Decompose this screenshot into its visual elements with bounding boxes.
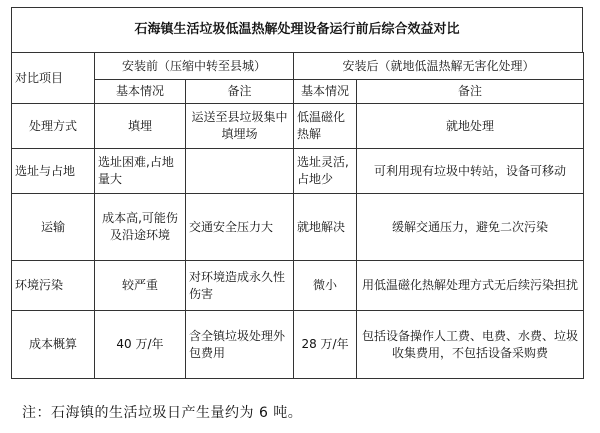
header-row	[12, 53, 584, 80]
before-remark-cell: 运送至县垃圾集中填埋场	[186, 104, 294, 149]
before-remark-cell: 含全镇垃圾处理外包费用	[186, 311, 294, 379]
after-remark-cell: 缓解交通压力，避免二次污染	[357, 194, 584, 261]
row-item: 选址与占地	[12, 149, 95, 194]
before-remark-header: 备注	[186, 80, 294, 104]
table-row	[12, 194, 584, 261]
table-row	[12, 261, 584, 311]
before-basic-cell: 40 万/年	[95, 311, 186, 379]
after-basic-cell: 低温磁化热解	[294, 104, 357, 149]
before-basic-cell: 成本高,可能伤及沿途环境	[95, 194, 186, 261]
before-header: 安装前（压缩中转至县城）	[95, 53, 294, 80]
table-row	[12, 149, 584, 194]
after-basic-cell: 选址灵活,占地少	[294, 149, 357, 194]
row-item: 环境污染	[12, 261, 95, 311]
before-basic-cell: 较严重	[95, 261, 186, 311]
after-remark-header: 备注	[357, 80, 584, 104]
after-remark-cell: 就地处理	[357, 104, 584, 149]
after-basic-cell: 就地解决	[294, 194, 357, 261]
after-basic-cell: 微小	[294, 261, 357, 311]
before-basic-header: 基本情况	[95, 80, 186, 104]
item-header: 对比项目	[12, 53, 95, 104]
after-remark-cell: 包括设备操作人工费、电费、水费、垃圾收集费用，不包括设备采购费	[357, 311, 584, 379]
table-row	[12, 104, 584, 149]
subheader-row	[12, 80, 584, 104]
after-header: 安装后（就地低温热解无害化处理）	[294, 53, 584, 80]
after-remark-cell: 用低温磁化热解处理方式无后续污染担扰	[357, 261, 584, 311]
table-row	[12, 311, 584, 379]
after-remark-cell: 可利用现有垃圾中转站，设备可移动	[357, 149, 584, 194]
row-item: 成本概算	[12, 311, 95, 379]
before-basic-cell: 选址困难,占地量大	[95, 149, 186, 194]
before-basic-cell: 填埋	[95, 104, 186, 149]
before-remark-cell	[186, 149, 294, 194]
after-basic-cell: 28 万/年	[294, 311, 357, 379]
before-remark-cell: 交通安全压力大	[186, 194, 294, 261]
footnote: 注：石海镇的生活垃圾日产生量约为 6 吨。	[22, 405, 303, 421]
row-item: 处理方式	[12, 104, 95, 149]
after-basic-header: 基本情况	[294, 80, 357, 104]
row-item: 运输	[12, 194, 95, 261]
before-remark-cell: 对环境造成永久性伤害	[186, 261, 294, 311]
table-title: 石海镇生活垃圾低温热解处理设备运行前后综合效益对比	[11, 7, 583, 52]
comparison-table	[11, 52, 584, 379]
comparison-table-container	[11, 7, 583, 379]
